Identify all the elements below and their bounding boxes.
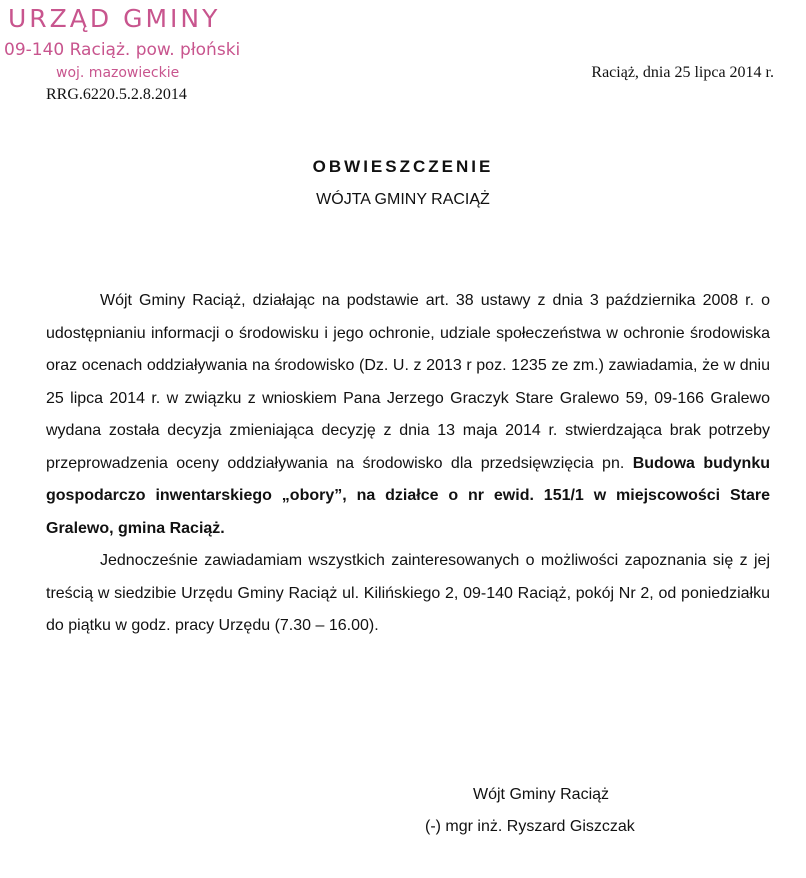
stamp-line-3: woj. mazowieckie [56,65,180,81]
stamp-line-1: URZĄD GMINY [8,4,221,33]
paragraph-2: Jednocześnie zawiadamiam wszystkich zainteresowanych o możliwości zapoznania się z jej treścią w siedzibie Urzędu Gminy Raciąż ul. Kilińskiego 2, 09-140 Raciąż, pokój Nr 2, od poniedziałku do piątku w godz. pracy Urzędu (7.30 – 16.00). [46,552,770,634]
document-date: Raciąż, dnia 25 lipca 2014 r. [591,64,774,81]
document-body [46,285,770,643]
office-stamp [4,4,244,81]
document-title: OBWIESZCZENIE [312,157,494,176]
paragraph-1 [46,285,770,545]
document-subtitle: WÓJTA GMINY RACIĄŻ [316,191,490,208]
reference-number: RRG.6220.5.2.8.2014 [46,86,187,103]
paragraph-1-bold: Budowa budynku gospodarczo inwentarskiego „obory”, na działce o nr ewid. 151/1 w miejscowości Stare Gralewo, gmina Raciąż. [46,454,770,537]
paragraph-1-text: Wójt Gminy Raciąż, działając na podstawie art. 38 ustawy z dnia 3 października 2008 r. o udostępnianiu informacji o środowisku i jego ochronie, udziale społeczeństwa w ochronie środowiska oraz ocenach oddziaływania na środowisko (Dz. U. z 2013 r poz. 1235 ze zm.) zawiadamia, że w dniu 25 lipca 2014 r. w związku z wnioskiem Pana Jerzego Graczyk Stare Gralewo 59, 09-166 Gralewo wydana została decyzja zmieniająca decyzję z dnia 13 maja 2014 r. stwierdzająca brak potrzeby przeprowadzenia oceny oddziaływania na środowisko dla przedsięwzięcia pn. [46,292,770,472]
signature-title: Wójt Gminy Raciąż [473,786,610,803]
signature-name: (-) mgr inż. Ryszard Giszczak [425,818,635,835]
stamp-line-2: 09-140 Raciąż. pow. płoński [4,40,241,60]
